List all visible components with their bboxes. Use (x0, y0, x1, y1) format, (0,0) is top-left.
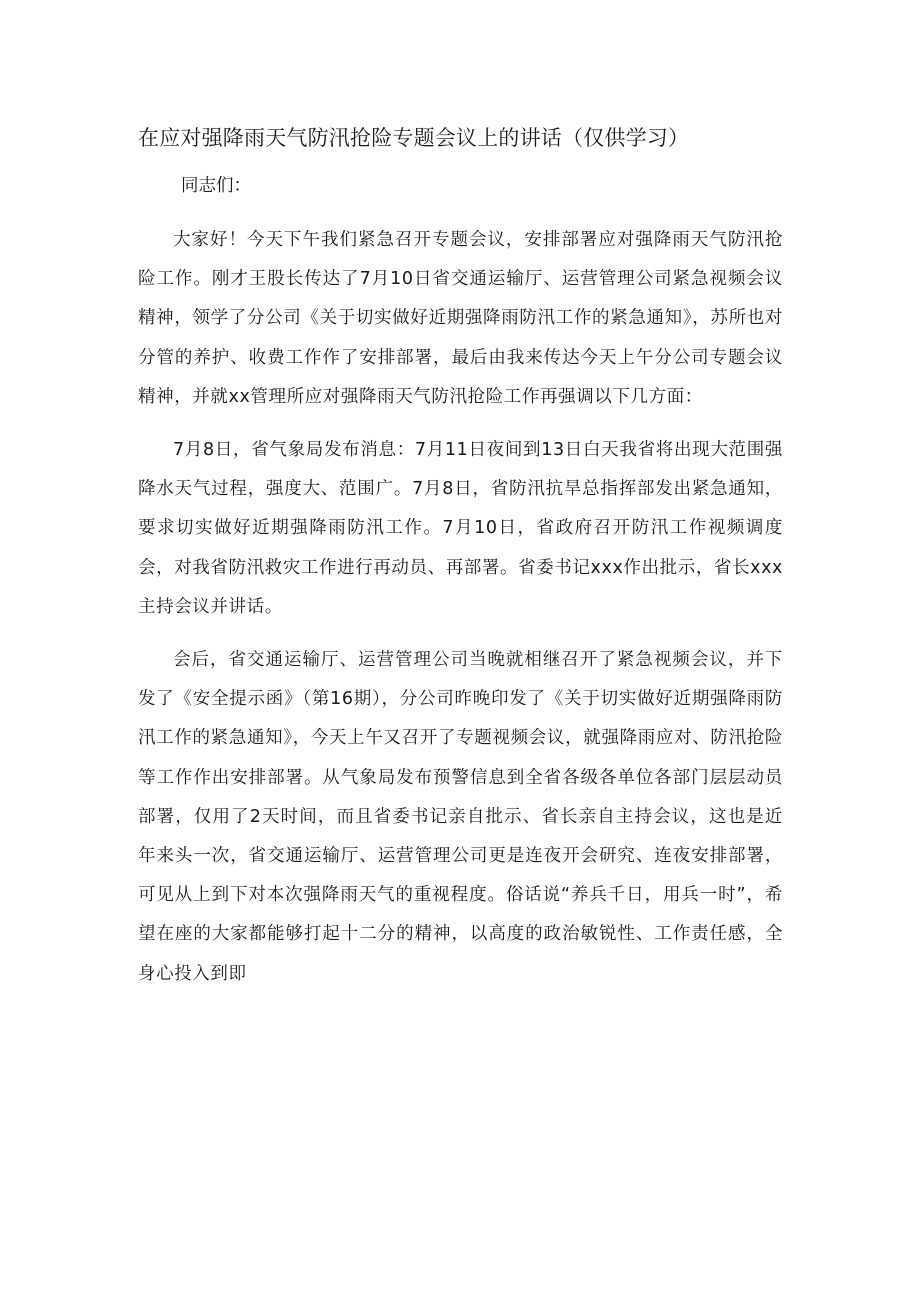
document-title: 在应对强降雨天气防汛抢险专题会议上的讲话（仅供学习） (138, 126, 690, 150)
paragraph-response: 会后，省交通运输厅、运营管理公司当晚就相继召开了紧急视频会议，并下发了《安全提示函》（第16期），分公司昨晚印发了《关于切实做好近期强降雨防汛工作的紧急通知》，今天上午又召开了专题视频会议，就强降雨应对、防汛抢险等工作作出安排部署。从气象局发布预警信息到全省各级各单位各部门层层动员部署，仅用了2天时间，而且省委书记亲自批示、省长亲自主持会议，这也是近年来头一次，省交通运输厅、运营管理公司更是连夜开会研究、连夜安排部署，可见从上到下对本次强降雨天气的重视程度。俗话说“养兵千日，用兵一时”，希望在座的大家都能够打起十二分的精神，以高度的政治敏锐性、工作责任感，全身心投入到即 (138, 650, 783, 984)
paragraph-opening: 大家好！今天下午我们紧急召开专题会议，安排部署应对强降雨天气防汛抢险工作。刚才王股长传达了7月10日省交通运输厅、运营管理公司紧急视频会议精神，领学了分公司《关于切实做好近期强降雨防汛工作的紧急通知》，苏所也对分管的养护、收费工作作了安排部署，最后由我来传达今天上午分公司专题会议精神，并就xx管理所应对强降雨天气防汛抢险工作再强调以下几方面： (138, 230, 783, 407)
paragraph-background: 7月8日，省气象局发布消息：7月11日夜间到13日白天我省将出现大范围强降水天气过程，强度大、范围广。7月8日，省防汛抗旱总指挥部发出紧急通知，要求切实做好近期强降雨防汛工作。7月10日，省政府召开防汛工作视频调度会，对我省防汛救灾工作进行再动员、再部署。省委书记xxx作出批示，省长xxx主持会议并讲话。 (138, 440, 783, 617)
salutation: 同志们： (181, 176, 251, 196)
document-body (138, 221, 783, 1008)
